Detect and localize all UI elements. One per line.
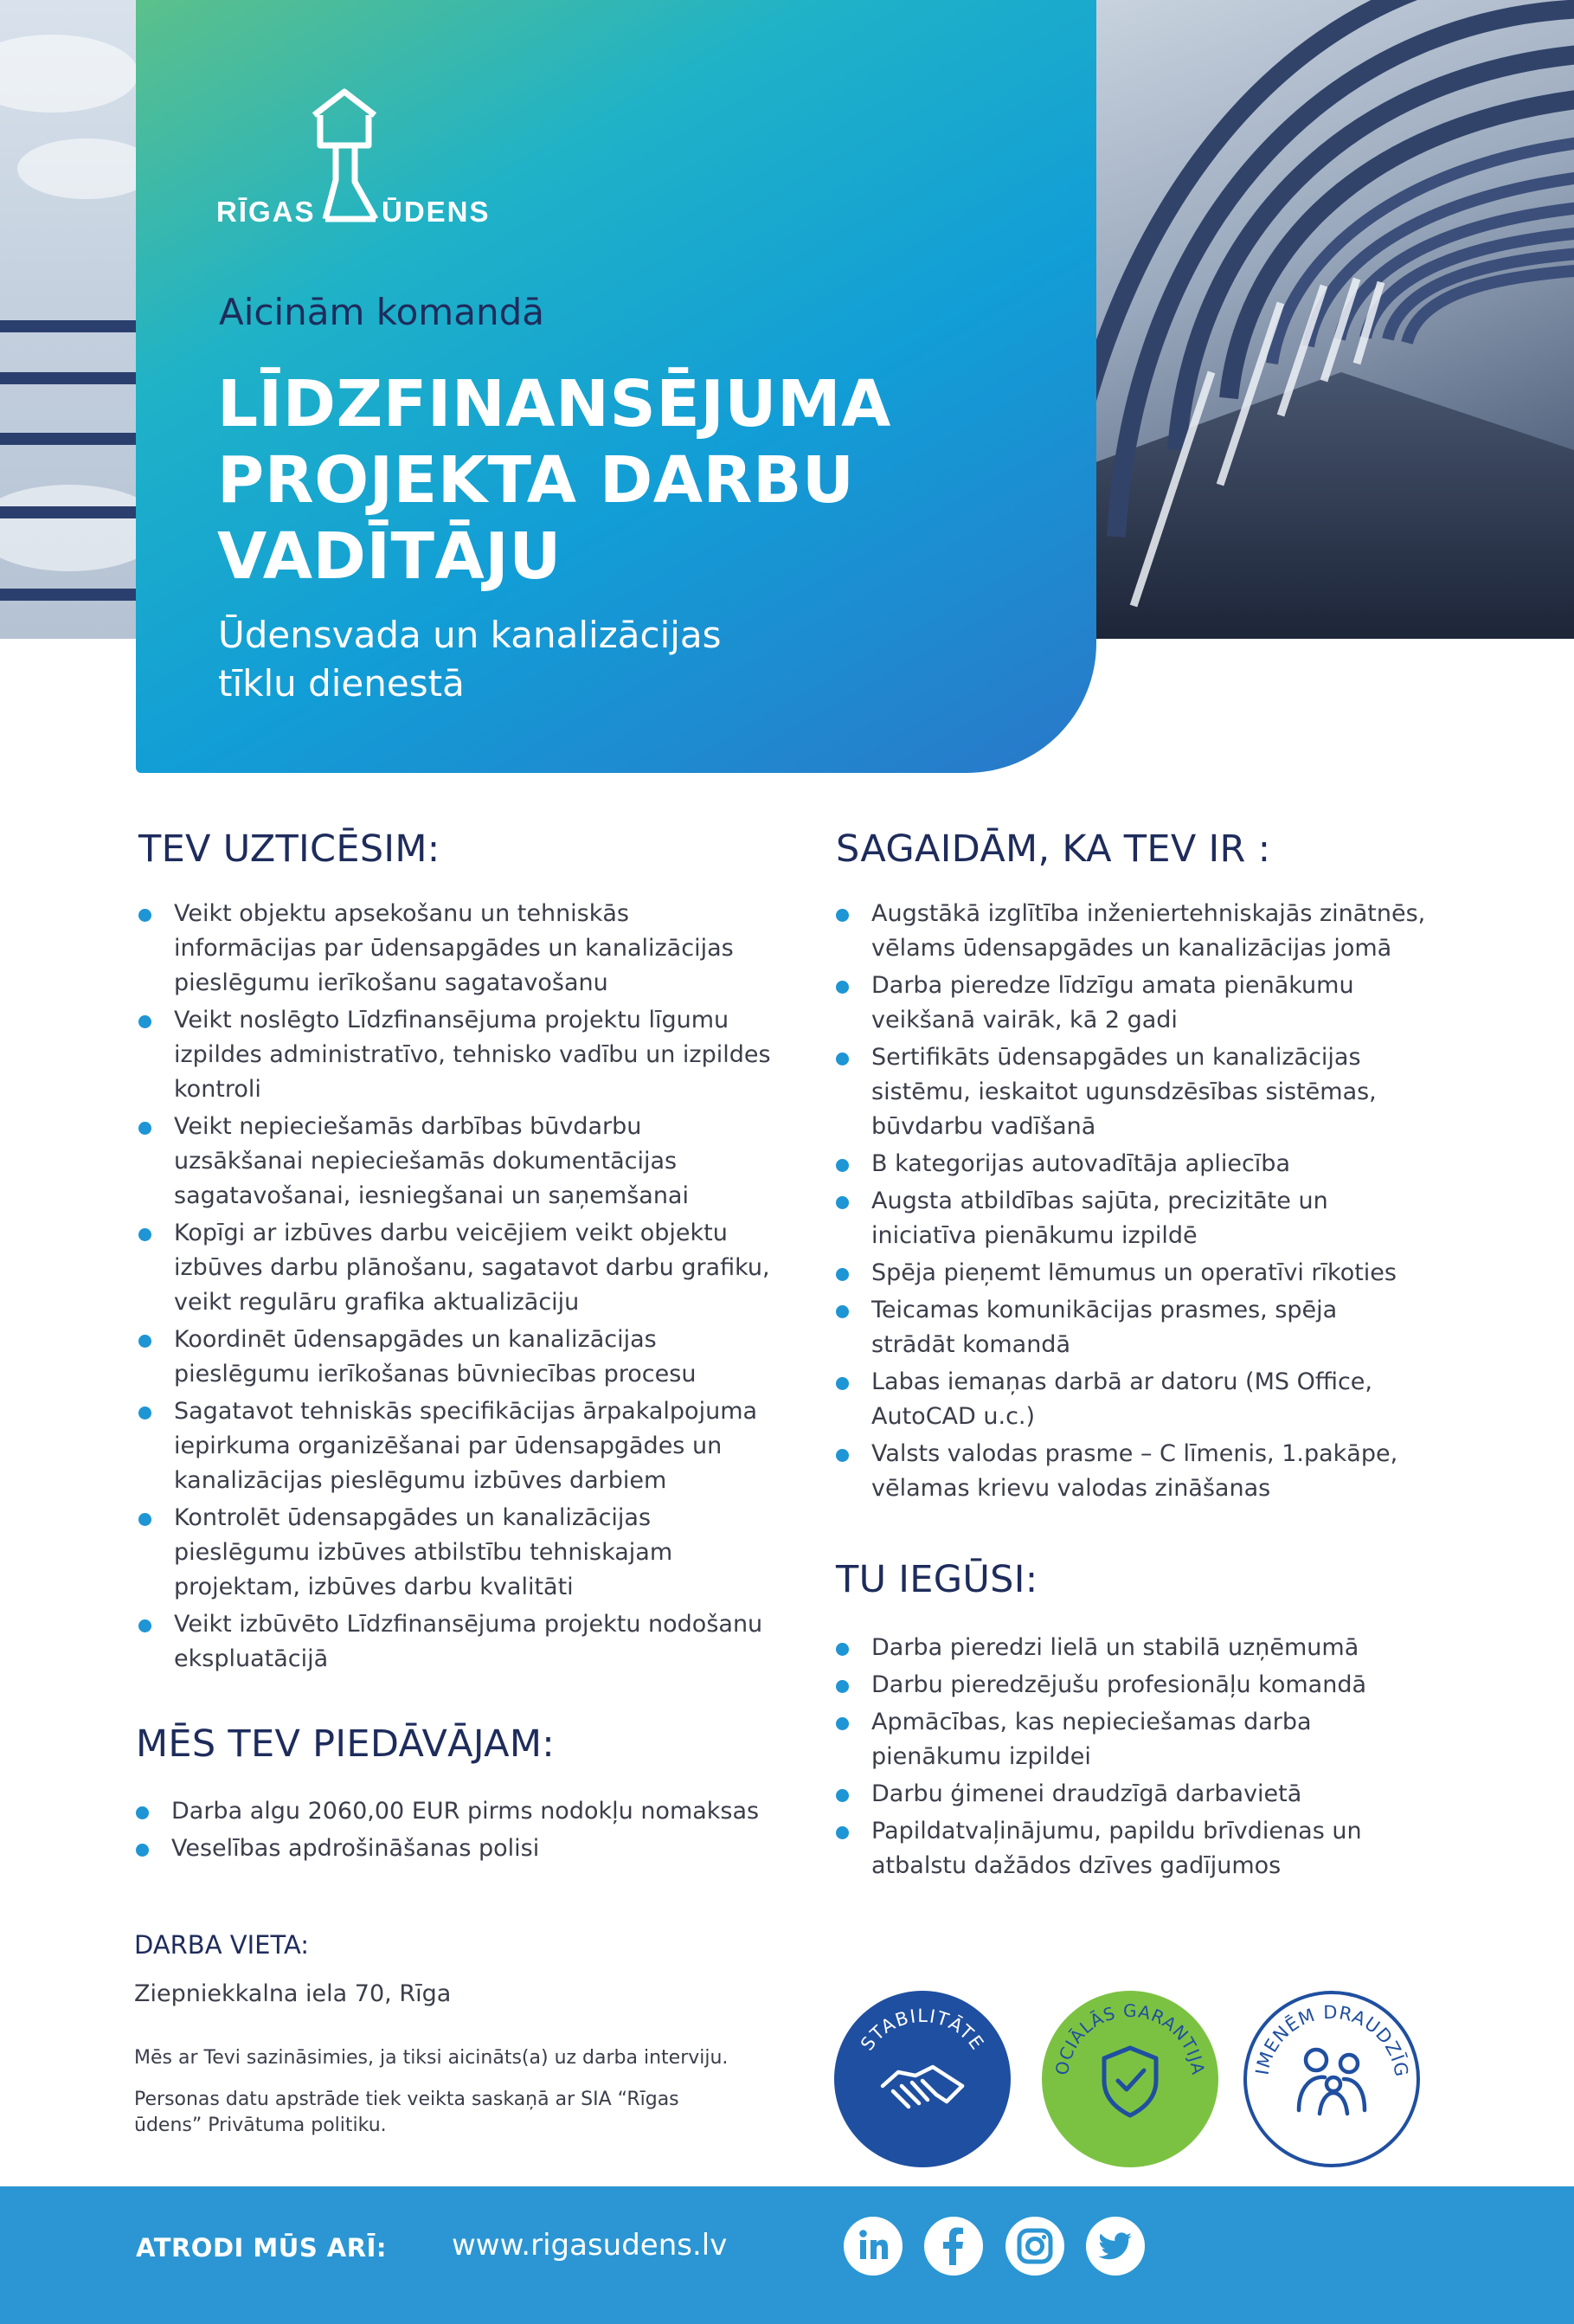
list-item-line: Veselības apdrošināšanas polisi — [171, 1835, 540, 1862]
hero-kicker: Aicinām komandā — [219, 291, 544, 333]
list-item-line: uzsākšanai nepieciešamās dokumentācijas — [174, 1148, 678, 1175]
list-item — [137, 1323, 812, 1392]
logo-text-right: ŪDENS — [382, 196, 491, 228]
requirements-title: SAGAIDĀM, KA TEV IR : — [836, 827, 1271, 871]
list-item-line: Darbu ģimenei draudzīgā darbavietā — [871, 1780, 1302, 1807]
list-item-line: Kopīgi ar izbūves darbu veicējiem veikt objektu — [174, 1220, 728, 1246]
list-item-line: Darba pieredzi lielā un stabilā uzņēmumā — [871, 1634, 1359, 1661]
list-item-line: Veikt noslēgto Līdzfinansējuma projektu līgumu — [174, 1007, 729, 1033]
list-item — [834, 969, 1492, 1038]
list-item-line: Veikt nepieciešamās darbības būvdarbu — [174, 1113, 642, 1140]
list-item — [834, 1184, 1492, 1253]
list-item-line: izbūves darbu plānošanu, sagatavot darbu grafiku, — [174, 1254, 770, 1281]
list-item — [137, 1110, 812, 1214]
twitter-icon — [1086, 2217, 1145, 2276]
job-title-line: LĪDZFINANSĒJUMA — [217, 367, 891, 441]
list-item-line: Koordinēt ūdensapgādes un kanalizācijas — [174, 1326, 657, 1353]
list-item — [134, 1794, 809, 1829]
list-item-line: vēlams ūdensapgādes un kanalizācijas jomā — [871, 935, 1392, 962]
list-item — [834, 1365, 1492, 1434]
job-title-line: PROJEKTA DARBU — [217, 443, 855, 518]
list-item-line: sagatavošanai, iesniegšanai un saņemšanai — [174, 1182, 689, 1209]
list-item-line: Augsta atbildības sajūta, precizitāte un — [871, 1188, 1328, 1214]
facebook-icon — [924, 2217, 983, 2276]
list-item — [834, 1147, 1492, 1181]
benefits-list — [834, 1631, 1492, 1886]
privacy-note-line: ūdens” Privātuma politiku. — [134, 2115, 387, 2136]
responsibilities-list — [137, 897, 812, 1679]
list-item-line: kanalizācijas pieslēgumu izbūves darbiem — [174, 1467, 667, 1494]
list-item — [137, 1216, 812, 1320]
social-guarantees-badge — [1040, 1989, 1220, 2169]
list-item — [834, 1668, 1492, 1703]
list-item-line: projektam, izbūves darbu kvalitāti — [174, 1574, 574, 1600]
list-item — [834, 1256, 1492, 1291]
list-item-line: sistēmu, ieskaitot ugunsdzēsības sistēmas, — [871, 1078, 1377, 1105]
logo-text-left: RĪGAS — [216, 196, 316, 228]
facebook-link[interactable] — [924, 2217, 983, 2276]
stability-badge — [832, 1989, 1012, 2169]
list-item-line: Papildatvaļinājumu, papildu brīvdienas un — [871, 1818, 1362, 1844]
list-item-line: Veikt objektu apsekošanu un tehniskās — [174, 900, 629, 927]
twitter-link[interactable] — [1086, 2217, 1145, 2276]
list-item-line: ekspluatācijā — [174, 1645, 329, 1672]
list-item-line: Darbu pieredzējušu profesionāļu komandā — [871, 1671, 1366, 1698]
list-item-line: vēlamas krievu valodas zināšanas — [871, 1475, 1271, 1502]
tunnel-photo — [1082, 0, 1574, 639]
list-item — [137, 1607, 812, 1677]
badge-label: IMENĒM DRAUDZĪG — [1251, 2001, 1413, 2079]
list-item-line: pieslēgumu ierīkošanas būvniecības procesu — [174, 1361, 697, 1387]
list-item-line: informācijas par ūdensapgādes un kanalizācijas — [174, 935, 734, 962]
list-item-line: Kontrolēt ūdensapgādes un kanalizācijas — [174, 1504, 652, 1531]
list-item-line: Sertifikāts ūdensapgādes un kanalizācijas — [871, 1044, 1361, 1071]
footer-label: ATRODI MŪS ARĪ: — [136, 2233, 387, 2263]
list-item — [834, 1631, 1492, 1665]
list-item — [134, 1832, 809, 1866]
list-item-line: Augstākā izglītība inženiertehniskajās zinātnēs, — [871, 900, 1426, 927]
list-item-line: Valsts valodas prasme – C līmenis, 1.pakāpe, — [871, 1440, 1398, 1467]
list-item-line: pieslēgumu izbūves atbilstību tehniskajam — [174, 1539, 673, 1566]
job-title-line: VADĪTĀJU — [217, 519, 562, 594]
list-item-line: atbalstu dažādos dzīves gadījumos — [871, 1852, 1282, 1879]
badge-label: OCIĀLĀS GARANTIJA — [1050, 1999, 1210, 2077]
list-item — [834, 1777, 1492, 1812]
list-item-line: Teicamas komunikācijas prasmes, spēja — [871, 1297, 1338, 1323]
benefits-title: TU IEGŪSI: — [836, 1558, 1038, 1601]
list-item — [137, 1394, 812, 1498]
linkedin-icon — [844, 2217, 903, 2276]
list-item-line: Labas iemaņas darbā ar datoru (MS Office, — [871, 1368, 1372, 1395]
contact-note-line: Mēs ar Tevi sazināsimies, ja tiksi aicināts(a) uz darba interviju. — [134, 2047, 729, 2069]
workplace-title: DARBA VIETA: — [134, 1930, 310, 1960]
workplace-address: Ziepniekkalna iela 70, Rīga — [134, 1980, 452, 2007]
list-item-line: strādāt komandā — [871, 1331, 1070, 1358]
family-friendly-badge — [1242, 1989, 1422, 2169]
list-item — [137, 1003, 812, 1107]
list-item-line: Darba pieredze līdzīgu amata pienākumu — [871, 972, 1354, 999]
list-item — [137, 897, 812, 1001]
contact-note — [134, 2045, 728, 2071]
offer-list — [134, 1794, 809, 1869]
offer-title: MĒS TEV PIEDĀVĀJAM: — [136, 1722, 556, 1766]
list-item — [834, 1437, 1492, 1506]
list-item-line: izpildes administratīvo, tehnisko vadību un izpildes — [174, 1041, 771, 1068]
list-item — [834, 897, 1492, 966]
website-link[interactable]: www.rigasudens.lv — [452, 2228, 728, 2263]
department-subtitle — [218, 611, 876, 708]
privacy-note — [134, 2087, 679, 2139]
list-item-line: pienākumu izpildei — [871, 1743, 1091, 1770]
list-item — [137, 1501, 812, 1605]
list-item-line: Spēja pieņemt lēmumus un operatīvi rīkoties — [871, 1259, 1397, 1286]
list-item — [834, 1814, 1492, 1883]
badge-label: STABILITĀTE — [856, 2005, 989, 2055]
list-item-line: Veikt izbūvēto Līdzfinansējuma projektu nodošanu — [174, 1611, 763, 1638]
list-item-line: iniciatīva pienākumu izpildē — [871, 1222, 1198, 1249]
list-item — [834, 1293, 1492, 1362]
linkedin-link[interactable] — [844, 2217, 903, 2276]
requirements-list — [834, 897, 1492, 1509]
subtitle-line: tīklu dienestā — [218, 662, 465, 705]
list-item — [834, 1705, 1492, 1774]
list-item-line: Sagatavot tehniskās specifikācijas ārpakalpojuma — [174, 1398, 758, 1425]
instagram-link[interactable] — [1005, 2217, 1064, 2276]
list-item-line: pieslēgumu ierīkošanu sagatavošanu — [174, 969, 608, 996]
list-item-line: B kategorijas autovadītāja apliecība — [871, 1150, 1290, 1177]
privacy-note-line: Personas datu apstrāde tiek veikta saskaņā ar SIA “Rīgas — [134, 2089, 679, 2110]
list-item-line: Darba algu 2060,00 EUR pirms nodokļu nomaksas — [171, 1798, 760, 1825]
list-item-line: veikšanā vairāk, kā 2 gadi — [871, 1007, 1178, 1033]
list-item-line: veikt regulāru grafika aktualizāciju — [174, 1289, 580, 1316]
subtitle-line: Ūdensvada un kanalizācijas — [218, 614, 722, 656]
list-item-line: kontroli — [174, 1076, 261, 1103]
list-item-line: būvdarbu vadīšanā — [871, 1113, 1096, 1140]
list-item-line: Apmācības, kas nepieciešamas darba — [871, 1709, 1312, 1735]
instagram-icon — [1005, 2217, 1064, 2276]
list-item-line: AutoCAD u.c.) — [871, 1403, 1036, 1430]
hero-background-left — [0, 0, 138, 639]
list-item — [834, 1040, 1492, 1144]
list-item-line: iepirkuma organizēšanai par ūdensapgādes un — [174, 1432, 723, 1459]
job-title — [217, 366, 927, 595]
responsibilities-title: TEV UZTICĒSIM: — [138, 827, 440, 871]
